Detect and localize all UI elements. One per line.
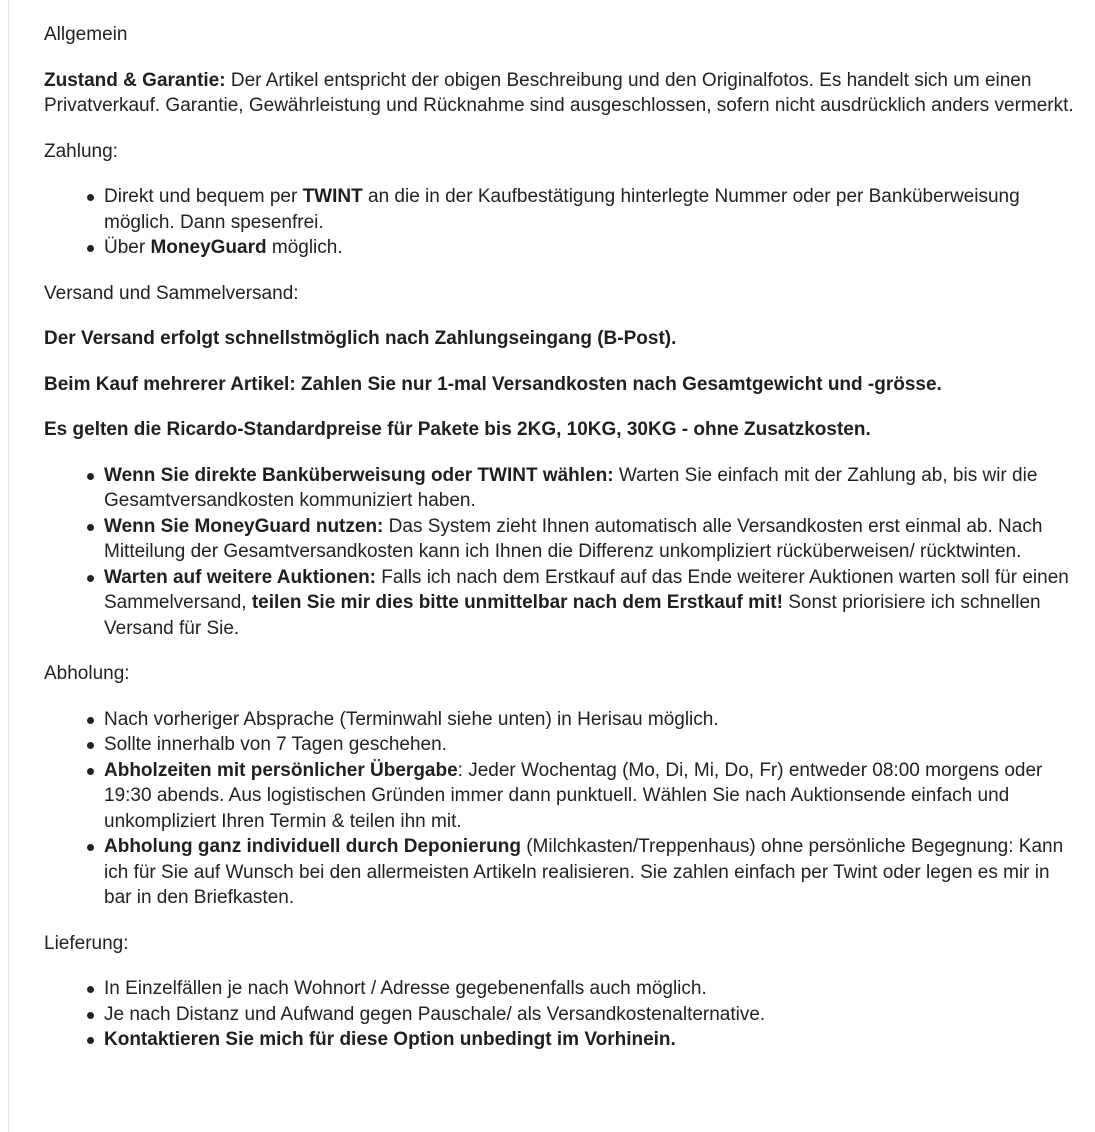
list-item: Je nach Distanz und Aufwand gegen Pauschale/ als Versandkostenalternative.	[104, 1002, 1074, 1028]
payment-list	[44, 184, 1074, 261]
left-divider	[8, 0, 9, 1132]
shipping-line-3: Es gelten die Ricardo-Standardpreise für Pakete bis 2KG, 10KG, 30KG - ohne Zusatzkosten.	[44, 419, 871, 440]
delivery-list	[44, 976, 1074, 1053]
list-item: Nach vorheriger Absprache (Terminwahl siehe unten) in Herisau möglich.	[104, 707, 1074, 733]
condition-label: Zustand & Garantie:	[44, 69, 226, 91]
delivery-title: Lieferung:	[44, 932, 129, 954]
list-item: In Einzelfällen je nach Wohnort / Adresse gegebenenfalls auch möglich.	[104, 976, 1074, 1002]
list-item: Über MoneyGuard möglich.	[104, 235, 1074, 261]
pickup-title: Abholung:	[44, 663, 130, 684]
condition-text: Der Artikel entspricht der obigen Beschreibung und den Originalfotos. Es handelt sich um einen Privatverkauf. Garantie, Gewährleistung und Rücknahme sind ausgeschlossen, sofern nicht ausdrücklich anders vermerkt.	[44, 69, 1074, 116]
list-item: Direkt und bequem per TWINT an die in der Kaufbestätigung hinterlegte Nummer oder per Banküberweisung möglich. Dann spesenfrei.	[104, 184, 1074, 235]
list-item: Wenn Sie direkte Banküberweisung oder TWINT wählen: Warten Sie einfach mit der Zahlung ab, bis wir die Gesamtversandkosten kommuniziert haben.	[104, 463, 1074, 514]
shipping-line-1: Der Versand erfolgt schnellstmöglich nach Zahlungseingang (B-Post).	[44, 328, 677, 349]
list-item: Wenn Sie MoneyGuard nutzen: Das System zieht Ihnen automatisch alle Versandkosten erst einmal ab. Nach Mitteilung der Gesamtversandkosten kann ich Ihnen die Differenz unkompliziert rücküberweisen/ rücktwinten.	[104, 514, 1074, 565]
list-item: Abholung ganz individuell durch Deponierung (Milchkasten/Treppenhaus) ohne persönliche Begegnung: Kann ich für Sie auf Wunsch bei den allermeisten Artikeln realisieren. Sie zahlen einfach per Twint oder legen es mir in bar in den Briefkasten.	[104, 834, 1074, 911]
shipping-list	[44, 463, 1074, 642]
condition-paragraph	[44, 68, 1074, 119]
list-item: Kontaktieren Sie mich für diese Option unbedingt im Vorhinein.	[104, 1027, 1074, 1053]
section-heading-general: Allgemein	[44, 24, 128, 45]
shipping-title: Versand und Sammelversand:	[44, 282, 299, 304]
list-item: Sollte innerhalb von 7 Tagen geschehen.	[104, 732, 1074, 758]
payment-title: Zahlung:	[44, 140, 118, 162]
list-item: Warten auf weitere Auktionen: Falls ich nach dem Erstkauf auf das Ende weiterer Auktionen warten soll für einen Sammelversand, teilen Sie mir dies bitte unmittelbar nach dem Erstkauf mit! Sonst priorisiere ich schnellen Versand für Sie.	[104, 565, 1074, 642]
list-item: Abholzeiten mit persönlicher Übergabe: Jeder Wochentag (Mo, Di, Mi, Do, Fr) entweder 08:00 morgens oder 19:30 abends. Aus logistischen Gründen immer dann punktuell. Wählen Sie nach Auktionsende einfach und unkompliziert Ihren Termin & teilen ihn mit.	[104, 758, 1074, 835]
description-body	[44, 22, 1074, 1073]
pickup-list	[44, 707, 1074, 911]
shipping-line-2: Beim Kauf mehrerer Artikel: Zahlen Sie nur 1-mal Versandkosten nach Gesamtgewicht und -grösse.	[44, 373, 942, 395]
